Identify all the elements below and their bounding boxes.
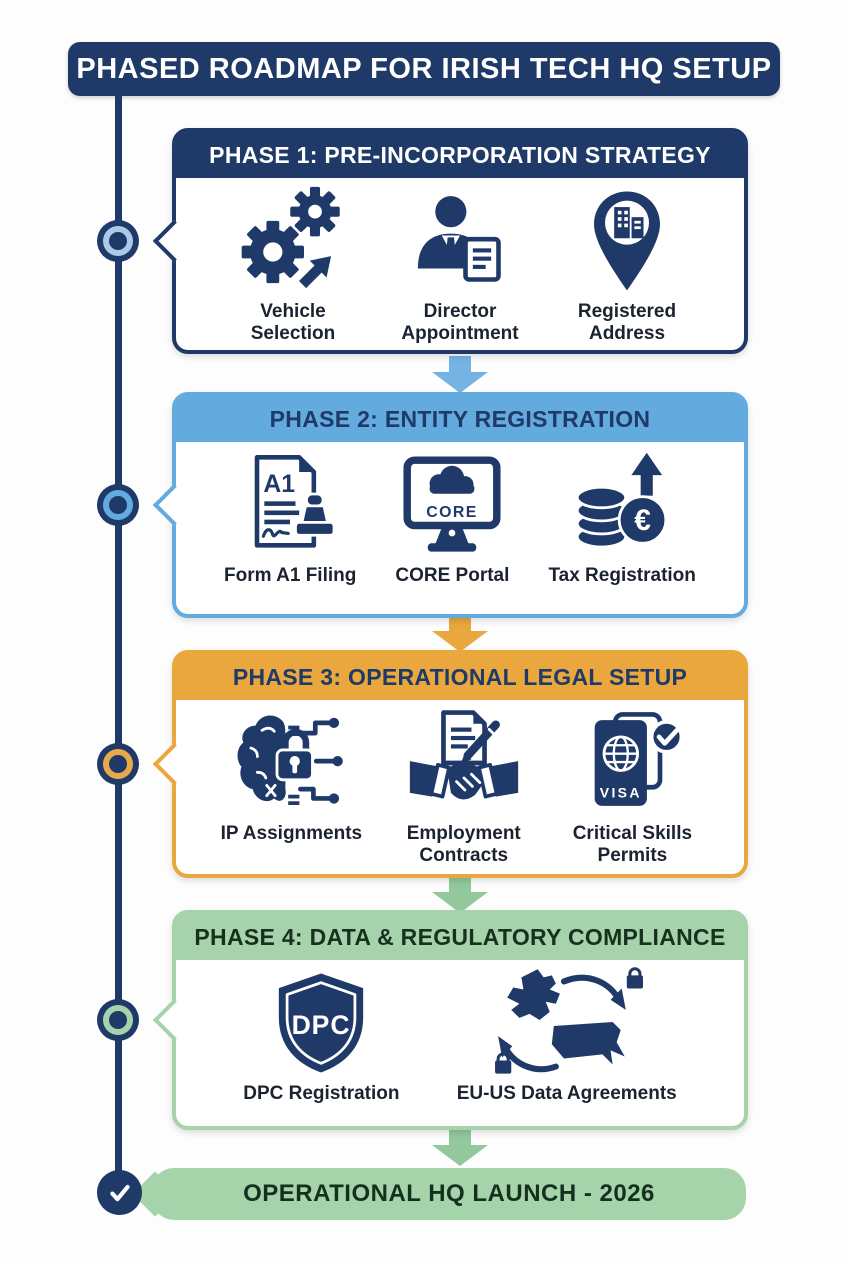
item-form-a1-filing bbox=[224, 448, 356, 587]
node-ring bbox=[103, 490, 133, 520]
item-label: EU-US Data Agreements bbox=[456, 1083, 677, 1104]
page-title bbox=[68, 42, 780, 96]
dpc-shield-icon bbox=[265, 966, 377, 1080]
item-label: Critical Skills Permits bbox=[572, 823, 693, 866]
director-document-icon bbox=[404, 184, 516, 298]
a1-text: A1 bbox=[263, 471, 296, 499]
dpc-text: DPC bbox=[291, 1010, 351, 1040]
timeline-node-phase4 bbox=[97, 999, 139, 1041]
item-label: Tax Registration bbox=[548, 565, 696, 586]
footer-banner bbox=[152, 1168, 746, 1220]
phase-2-header bbox=[176, 396, 744, 442]
timeline-node-phase1 bbox=[97, 220, 139, 262]
handshake-contract-icon bbox=[406, 706, 522, 820]
item-label: Registered Address bbox=[577, 301, 677, 344]
item-employment-contracts bbox=[397, 706, 531, 867]
location-pin-building-icon bbox=[572, 184, 682, 298]
passport-visa-check-icon bbox=[575, 706, 689, 820]
visa-text: VISA bbox=[600, 784, 643, 801]
item-eu-us-data-agreements bbox=[457, 966, 677, 1105]
down-arrow-icon bbox=[432, 876, 488, 913]
check-icon bbox=[106, 1179, 134, 1207]
phase-1-card bbox=[172, 128, 748, 354]
item-label: CORE Portal bbox=[395, 565, 510, 586]
item-critical-skills-permits bbox=[565, 706, 699, 867]
phase-4-header-text: PHASE 4: DATA & REGULATORY COMPLIANCE bbox=[194, 923, 726, 950]
footer-label: OPERATIONAL HQ LAUNCH - 2026 bbox=[243, 1180, 655, 1207]
node-ring bbox=[103, 226, 133, 256]
core-monitor-cloud-icon bbox=[394, 448, 510, 562]
down-arrow-icon bbox=[432, 356, 488, 393]
coins-euro-arrow-icon bbox=[565, 448, 679, 562]
item-label: IP Assignments bbox=[220, 823, 363, 844]
timeline-node-phase3 bbox=[97, 743, 139, 785]
phase-3-header-text: PHASE 3: OPERATIONAL LEGAL SETUP bbox=[232, 663, 688, 690]
node-core bbox=[109, 232, 127, 250]
item-core-portal bbox=[394, 448, 510, 587]
down-arrow-icon bbox=[432, 615, 488, 652]
phase-2-card bbox=[172, 392, 748, 618]
item-label: Vehicle Selection bbox=[250, 301, 336, 344]
item-label: Form A1 Filing bbox=[224, 565, 357, 586]
node-ring bbox=[103, 749, 133, 779]
phase-4-header bbox=[176, 914, 744, 960]
item-dpc-registration bbox=[243, 966, 399, 1105]
phase-1-header-text: PHASE 1: PRE-INCORPORATION STRATEGY bbox=[209, 141, 711, 168]
phase-2-header-text: PHASE 2: ENTITY REGISTRATION bbox=[269, 405, 651, 432]
item-vehicle-selection bbox=[233, 184, 353, 345]
core-text: CORE bbox=[426, 504, 479, 522]
node-core bbox=[109, 496, 127, 514]
item-director-appointment bbox=[400, 184, 520, 345]
node-ring bbox=[103, 1005, 133, 1035]
brain-lock-circuit-icon bbox=[232, 706, 350, 820]
down-arrow-icon bbox=[432, 1129, 488, 1166]
phase-4-card bbox=[172, 910, 748, 1130]
timeline-check-node bbox=[97, 1170, 142, 1215]
item-tax-registration bbox=[548, 448, 695, 587]
form-a1-stamp-icon bbox=[234, 448, 346, 562]
item-registered-address bbox=[567, 184, 687, 345]
item-label: Director Appointment bbox=[401, 301, 519, 344]
timeline-node-phase2 bbox=[97, 484, 139, 526]
euro-text: € bbox=[634, 504, 652, 538]
page-title-text: PHASED ROADMAP FOR IRISH TECH HQ SETUP bbox=[76, 52, 772, 85]
eu-us-data-transfer-icon bbox=[491, 966, 643, 1080]
item-label: DPC Registration bbox=[243, 1083, 400, 1104]
node-core bbox=[109, 1011, 127, 1029]
gears-growth-icon bbox=[235, 184, 351, 298]
phase-3-header bbox=[176, 654, 744, 700]
phase-3-card bbox=[172, 650, 748, 878]
item-label: Employment Contracts bbox=[406, 823, 521, 866]
phase-1-header bbox=[176, 132, 744, 178]
node-core bbox=[109, 755, 127, 773]
item-ip-assignments bbox=[221, 706, 363, 845]
